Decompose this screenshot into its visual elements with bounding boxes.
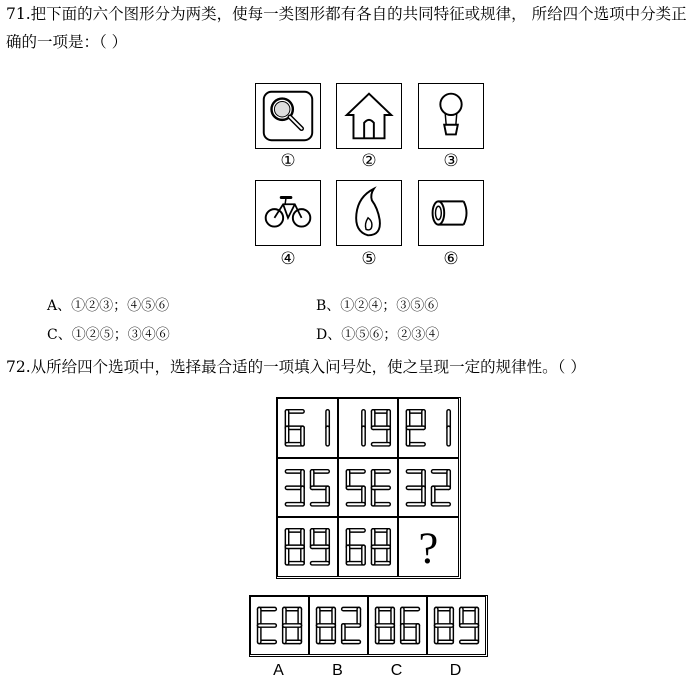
- grid-cell-r3-c2: [338, 517, 399, 577]
- grid-cell-r3-c1: [277, 517, 338, 577]
- digit-display: [251, 597, 308, 654]
- magnifier-icon: [256, 84, 320, 148]
- grid-cell-r1-c3: [398, 398, 459, 458]
- answer-cell-c: [368, 596, 427, 655]
- digit-display: [278, 518, 337, 576]
- figure-6-box: [418, 180, 484, 246]
- digit-display: [369, 597, 426, 654]
- answer-label-c[interactable]: C: [390, 662, 403, 679]
- answer-choices: [249, 595, 488, 657]
- digit-display: [428, 597, 485, 654]
- grid-cell-r1-c2: [338, 398, 399, 458]
- question-mark: ?: [418, 522, 439, 573]
- answer-label-d[interactable]: D: [449, 662, 462, 679]
- figure-1-box: [255, 83, 321, 149]
- cylinder-icon: [419, 181, 483, 245]
- answer-cell-d: [427, 596, 486, 655]
- grid-cell-r2-c1: [277, 458, 338, 518]
- grid-cell-r2-c2: [338, 458, 399, 518]
- answer-cell-b: [309, 596, 368, 655]
- grid-cell-r3-c3: [398, 517, 459, 577]
- figure-3-number: ③: [443, 151, 459, 171]
- flame-icon: [337, 181, 401, 245]
- digit-display: [339, 518, 398, 576]
- grid-cell-r2-c3: [398, 458, 459, 518]
- figure-5-box: [336, 180, 402, 246]
- answer-cell-a: [250, 596, 309, 655]
- figure-4-box: [255, 180, 321, 246]
- figure-6-number: ⑥: [443, 249, 459, 269]
- figure-2-number: ②: [361, 151, 377, 171]
- option-a[interactable]: A、①②③；④⑤⑥: [47, 298, 170, 314]
- question-71-text: 71.把下面的六个图形分为两类，使每一类图形都有各自的共同特征或规律， 所给四个选项中分类正确的一项是：（ ）: [6, 5, 687, 51]
- option-c[interactable]: C、①②⑤；③④⑥: [47, 327, 170, 343]
- digit-display: [399, 459, 458, 517]
- hot-air-balloon-icon: [419, 84, 483, 148]
- option-b[interactable]: B、①②④；③⑤⑥: [316, 298, 439, 314]
- digit-display: [278, 459, 337, 517]
- digit-display: [339, 459, 398, 517]
- digit-display: [278, 399, 337, 457]
- figure-1-number: ①: [280, 151, 296, 171]
- figure-3-box: [418, 83, 484, 149]
- option-d[interactable]: D、①⑤⑥；②③④: [316, 327, 440, 343]
- digit-display: [399, 399, 458, 457]
- question-72-text: 72.从所给四个选项中，选择最合适的一项填入问号处，使之呈现一定的规律性。（ ）: [6, 358, 586, 376]
- digit-display: [339, 399, 398, 457]
- bicycle-icon: [256, 181, 320, 245]
- grid-cell-r1-c1: [277, 398, 338, 458]
- answer-label-a[interactable]: A: [273, 662, 284, 679]
- digit-display: [310, 597, 367, 654]
- figure-5-number: ⑤: [361, 249, 377, 269]
- figure-2-box: [336, 83, 402, 149]
- house-icon: [337, 84, 401, 148]
- digit-display: [399, 518, 458, 576]
- answer-label-b[interactable]: B: [332, 662, 343, 679]
- figure-4-number: ④: [280, 249, 296, 269]
- digit-grid: [276, 397, 461, 579]
